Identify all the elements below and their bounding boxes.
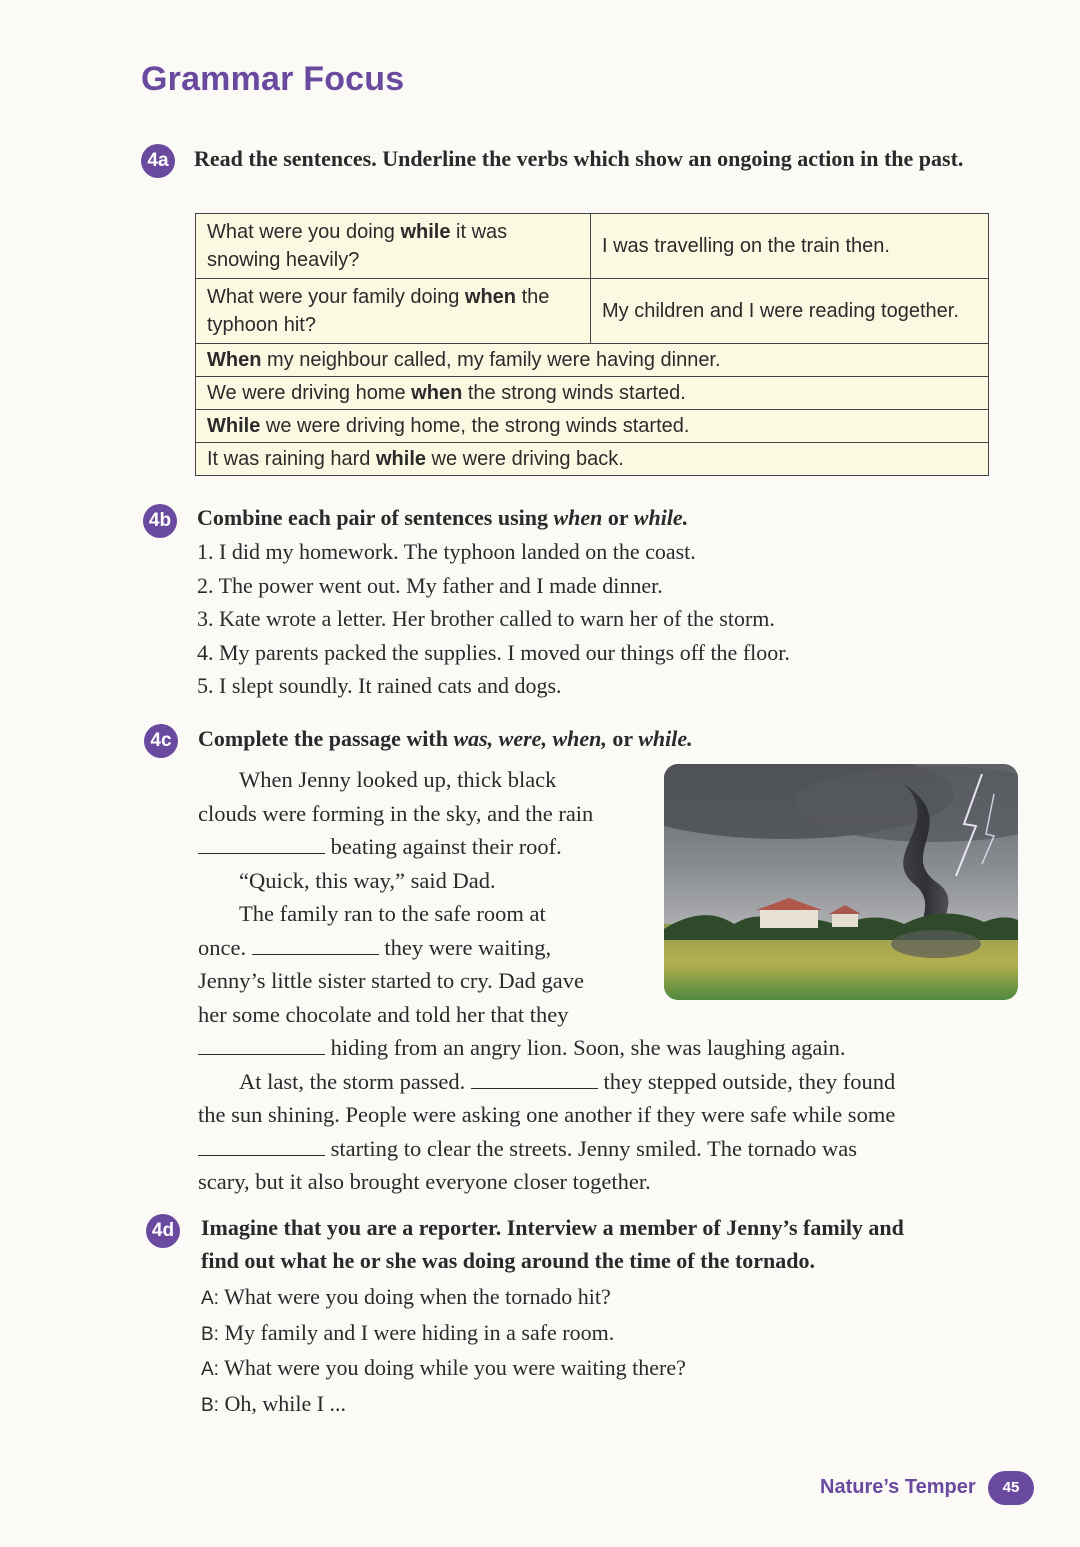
- passage-line: [198, 1031, 895, 1065]
- table-cell-sentence: [196, 443, 989, 476]
- table-row: [196, 443, 989, 476]
- table-row: [196, 279, 989, 344]
- keyword: was, were, when,: [453, 726, 607, 751]
- dialog-4d: [201, 1280, 686, 1422]
- instruction-4c: [198, 722, 693, 755]
- exercise-list-4b: [197, 535, 790, 703]
- answer-blank[interactable]: [198, 1034, 325, 1055]
- answer-blank[interactable]: [198, 1135, 325, 1156]
- table-cell-question: [196, 279, 591, 344]
- keyword: while.: [638, 726, 693, 751]
- table-row: [196, 410, 989, 443]
- cell-text: we were driving back.: [426, 448, 624, 470]
- instruction-4a: Read the sentences. Underline the verbs which show an ongoing action in the past.: [194, 146, 964, 171]
- table-cell-answer: My children and I were reading together.: [591, 279, 989, 344]
- instruction-text: or: [602, 505, 634, 530]
- table-cell-answer: I was travelling on the train then.: [591, 214, 989, 279]
- cell-text: What were you doing: [207, 221, 401, 243]
- keyword: when: [411, 382, 463, 404]
- dialog-text: What were you doing while you were waiting there?: [224, 1355, 686, 1380]
- keyword: when: [553, 505, 603, 530]
- cell-text: it was snowing heavily?: [207, 221, 508, 271]
- dialog-line: [201, 1280, 686, 1316]
- passage-text: At last, the storm passed.: [239, 1068, 466, 1094]
- passage-text: beating against their roof.: [330, 834, 562, 859]
- section-badge-4a: 4a: [141, 144, 175, 178]
- keyword: While: [207, 415, 261, 437]
- cell-text: We were driving home: [207, 382, 412, 404]
- list-item: 3. Kate wrote a letter. Her brother called to warn her of the storm.: [197, 606, 775, 631]
- instruction-text: Combine each pair of sentences using: [197, 505, 554, 530]
- speaker-label: B:: [201, 1323, 219, 1345]
- instruction-text: or: [606, 726, 639, 751]
- page-number: 45: [988, 1471, 1034, 1505]
- instruction-text: Complete the passage with: [198, 726, 454, 751]
- section-badge-4d: 4d: [146, 1214, 180, 1248]
- answer-blank[interactable]: [252, 934, 379, 955]
- keyword: when: [464, 286, 517, 308]
- passage-line: Jenny’s little sister started to cry. Dad gave: [198, 968, 584, 993]
- list-item: 2. The power went out. My father and I made dinner.: [197, 572, 663, 598]
- page-title: Grammar Focus: [141, 60, 405, 98]
- keyword: When: [207, 349, 262, 371]
- passage-line: [198, 1132, 895, 1166]
- chapter-title: Nature’s Temper: [820, 1476, 976, 1498]
- passage-text: hiding from an angry lion. Soon, she was laughing again.: [330, 1035, 846, 1060]
- list-item: 4. My parents packed the supplies. I moved our things off the floor.: [197, 639, 790, 665]
- passage-line: “Quick, this way,” said Dad.: [239, 867, 496, 893]
- passage-text: they were waiting,: [384, 934, 552, 960]
- passage-line: The family ran to the safe room at: [239, 901, 546, 926]
- answer-blank[interactable]: [471, 1068, 598, 1089]
- keyword: while: [400, 221, 451, 243]
- dialog-text: What were you doing when the tornado hit?: [224, 1284, 611, 1309]
- tornado-photo: [664, 764, 1018, 1000]
- passage-line: When Jenny looked up, thick black: [239, 767, 557, 792]
- speaker-label: B:: [201, 1394, 219, 1416]
- table-row: [196, 377, 989, 410]
- dialog-line: [201, 1351, 686, 1387]
- passage-line: scary, but it also brought everyone closer together.: [198, 1169, 651, 1194]
- table-cell-sentence: [196, 377, 989, 410]
- table-cell-question: [196, 214, 591, 279]
- cell-text: the strong winds started.: [462, 382, 686, 404]
- passage-text: they stepped outside, they found: [603, 1068, 896, 1094]
- answer-blank[interactable]: [198, 833, 325, 854]
- cell-text: we were driving home, the strong winds started.: [260, 415, 690, 437]
- table-row: [196, 214, 989, 279]
- passage-line: [198, 1065, 895, 1099]
- cell-text: the typhoon hit?: [207, 286, 550, 336]
- cell-text: What were your family doing: [207, 286, 465, 308]
- speaker-label: A:: [201, 1288, 219, 1309]
- cell-text: It was raining hard: [207, 448, 376, 470]
- passage-text: once.: [198, 934, 247, 960]
- instruction-4b: [197, 501, 688, 534]
- instruction-line: Imagine that you are a reporter. Interview a member of Jenny’s family and: [201, 1215, 904, 1240]
- table-cell-sentence: [196, 344, 989, 377]
- dialog-text: Oh, while I ...: [224, 1390, 347, 1416]
- section-badge-4c: 4c: [144, 724, 178, 758]
- passage-text: starting to clear the streets. Jenny smiled. The tornado was: [330, 1135, 857, 1161]
- table-cell-sentence: [196, 410, 989, 443]
- dialog-line: [201, 1316, 686, 1352]
- list-item: 5. I slept soundly. It rained cats and dogs.: [197, 673, 562, 698]
- keyword: while.: [633, 505, 689, 530]
- table-row: [196, 344, 989, 377]
- passage-line: her some chocolate and told her that they: [198, 1001, 569, 1027]
- passage-line: clouds were forming in the sky, and the rain: [198, 800, 594, 826]
- keyword: while: [375, 448, 426, 470]
- grammar-table: [195, 213, 989, 476]
- list-item: 1. I did my homework. The typhoon landed on the coast.: [197, 539, 696, 564]
- section-badge-4b: 4b: [143, 504, 177, 538]
- dialog-text: My family and I were hiding in a safe room.: [224, 1319, 615, 1345]
- speaker-label: A:: [201, 1359, 219, 1380]
- instruction-4d: [201, 1211, 904, 1277]
- passage-line: the sun shining. People were asking one another if they were safe while some: [198, 1102, 896, 1127]
- cell-text: my neighbour called, my family were having dinner.: [261, 349, 721, 371]
- instruction-line: find out what he or she was doing around the time of the tornado.: [201, 1248, 816, 1273]
- dialog-line: [201, 1387, 686, 1423]
